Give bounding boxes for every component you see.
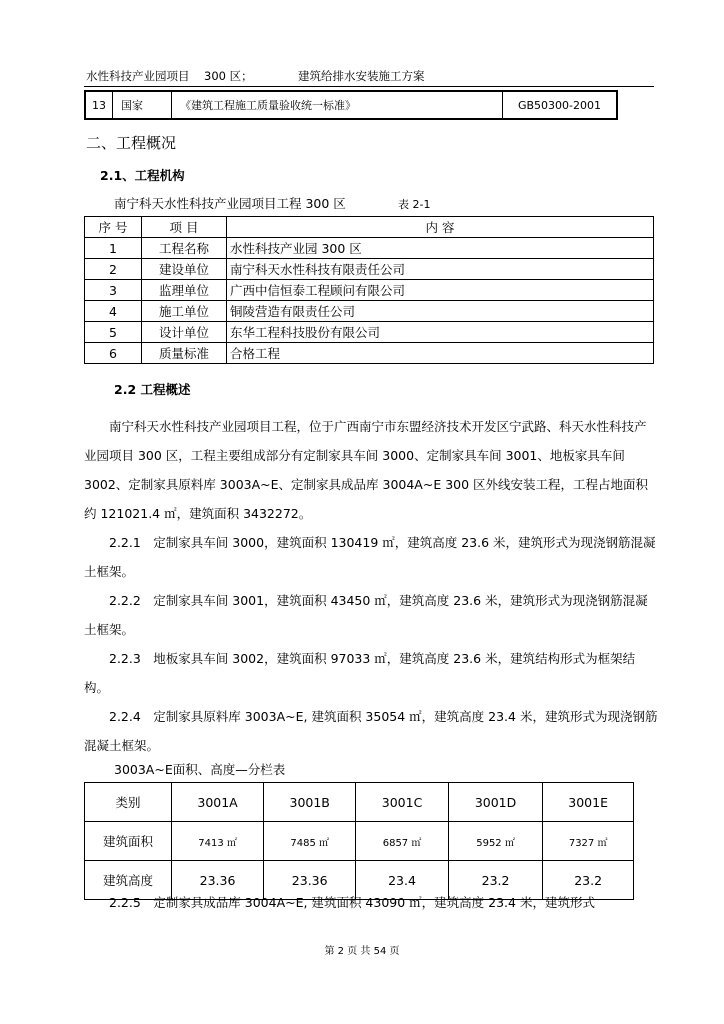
- table-header-row: [85, 783, 634, 822]
- ref-code: GB50300-2001: [503, 91, 618, 119]
- paragraph: 2.2.4 定制家具原料库 3003A~E, 建筑面积 35054 ㎡，建筑高度 23.4 米，建筑形式为现浇钢筋混凝土框架。: [84, 709, 658, 753]
- column-header: 3001D: [448, 783, 543, 822]
- table-row: [85, 822, 634, 861]
- height-cell: 23.36: [264, 861, 356, 900]
- table-row: [85, 91, 617, 119]
- cell-no: 4: [85, 301, 142, 322]
- column-header: 项 目: [142, 217, 227, 238]
- section-title: 二、工程概况: [86, 134, 177, 152]
- overview-text: [84, 412, 658, 760]
- column-header: 3001B: [264, 783, 356, 822]
- table-row: [85, 280, 654, 301]
- area-cell: 7327 ㎡: [543, 822, 634, 861]
- area-cell: 7485 ㎡: [264, 822, 356, 861]
- cell-no: 3: [85, 280, 142, 301]
- cell-no: 5: [85, 322, 142, 343]
- table-row: [85, 301, 654, 322]
- row-label: 建筑面积: [85, 822, 172, 861]
- project-info-table: [84, 216, 654, 364]
- height-cell: 23.36: [172, 861, 264, 900]
- header-project: 水性科技产业园项目: [86, 69, 190, 83]
- ref-type: 国家: [113, 91, 172, 119]
- cell-item: 施工单位: [142, 301, 227, 322]
- column-header: 序 号: [85, 217, 142, 238]
- dims-caption: 3003A~E面积、高度—分栏表: [114, 762, 286, 777]
- subsection-title-2-1: 2.1、工程机构: [100, 168, 185, 183]
- cell-no: 1: [85, 238, 142, 259]
- header-rule: [84, 86, 654, 87]
- column-header: 3001E: [543, 783, 634, 822]
- cell-item: 设计单位: [142, 322, 227, 343]
- table-caption: 南宁科天水性科技产业园项目工程 300 区: [114, 196, 346, 211]
- cell-content: 东华工程科技股份有限公司: [227, 322, 654, 343]
- paragraph: 2.2.1 定制家具车间 3000，建筑面积 130419 ㎡，建筑高度 23.6 米，建筑形式为现浇钢筋混凝土框架。: [84, 535, 656, 579]
- cell-no: 6: [85, 343, 142, 364]
- table-row: [85, 259, 654, 280]
- column-header: 类别: [85, 783, 172, 822]
- column-header: 3001A: [172, 783, 264, 822]
- height-cell: 23.4: [356, 861, 449, 900]
- area-cell: 7413 ㎡: [172, 822, 264, 861]
- ref-no: 13: [85, 91, 113, 119]
- area-height-table: [84, 782, 634, 900]
- ref-name: 《建筑工程施工质量验收统一标准》: [172, 91, 503, 119]
- cell-item: 工程名称: [142, 238, 227, 259]
- cell-content: 铜陵营造有限责任公司: [227, 301, 654, 322]
- row-label: 建筑高度: [85, 861, 172, 900]
- height-cell: 23.2: [448, 861, 543, 900]
- cell-no: 2: [85, 259, 142, 280]
- cell-item: 质量标准: [142, 343, 227, 364]
- page-number: 第 2 页 共 54 页: [324, 946, 400, 957]
- header-doc-title: 建筑给排水安装施工方案: [298, 69, 425, 83]
- cell-content: 水性科技产业园 300 区: [227, 238, 654, 259]
- paragraph: 南宁科天水性科技产业园项目工程，位于广西南宁市东盟经济技术开发区宁武路、科天水性科技产业园项目 300 区，工程主要组成部分有定制家具车间 3000、定制家具车间 3001、地板家具车间 3002、定制家具原料库 3003A~E、定制家具成品库 3004A~E 300 区外线安装工程，工程占地面积约 121021.4 ㎡，建筑面积 3432272。: [84, 419, 649, 521]
- table-row: [85, 343, 654, 364]
- column-header: 3001C: [356, 783, 449, 822]
- cell-content: 广西中信恒泰工程顾问有限公司: [227, 280, 654, 301]
- area-cell: 5952 ㎡: [448, 822, 543, 861]
- table-caption-number: 表 2-1: [398, 198, 431, 211]
- paragraph: 2.2.5 定制家具成品库 3004A~E, 建筑面积 43090 ㎡，建筑高度 23.4 米，建筑形式: [84, 895, 595, 910]
- area-cell: 6857 ㎡: [356, 822, 449, 861]
- table-row: [85, 238, 654, 259]
- column-header: 内 容: [227, 217, 654, 238]
- paragraph: 2.2.3 地板家具车间 3002，建筑面积 97033 ㎡，建筑高度 23.6 米，建筑结构形式为框架结构。: [84, 651, 636, 695]
- paragraph: 2.2.2 定制家具车间 3001，建筑面积 43450 ㎡，建筑高度 23.6 米，建筑形式为现浇钢筋混凝土框架。: [84, 593, 648, 637]
- table-row: [85, 322, 654, 343]
- reference-table: [84, 90, 618, 120]
- subsection-title-2-2: 2.2 工程概述: [114, 382, 191, 397]
- cell-content: 合格工程: [227, 343, 654, 364]
- cell-item: 监理单位: [142, 280, 227, 301]
- cell-content: 南宁科天水性科技有限责任公司: [227, 259, 654, 280]
- table-header-row: [85, 217, 654, 238]
- header-zone: 300 区；: [204, 69, 253, 83]
- cell-item: 建设单位: [142, 259, 227, 280]
- height-cell: 23.2: [543, 861, 634, 900]
